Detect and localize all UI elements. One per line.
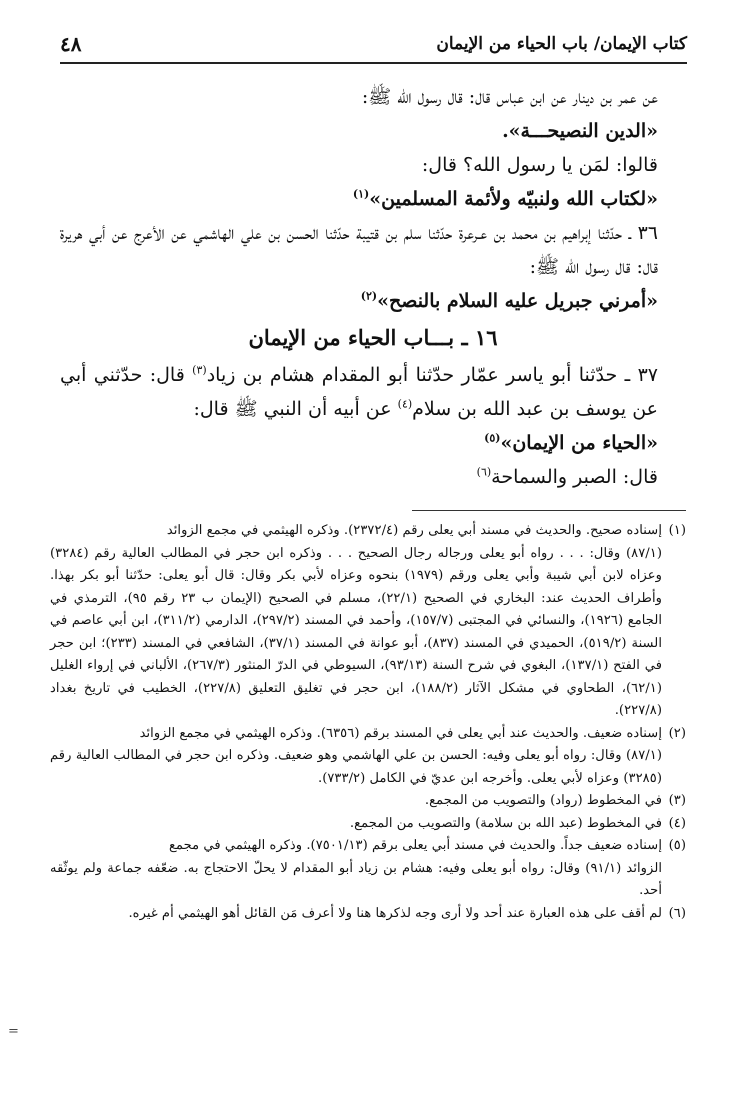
hadith-37-matn-text: «الحياء من الإيمان» <box>500 432 658 454</box>
footnote-3-number: (٣) <box>668 793 686 808</box>
hadith-37-comment-text: قال: الصبر والسماحة <box>491 466 658 488</box>
hadith-36-matn-text: «أمرني جبريل عليه السلام بالنصح» <box>377 290 658 312</box>
footnote-5-number: (٥) <box>668 838 686 853</box>
header-title: كتاب الإيمان/ باب الحياء من الإيمان <box>436 34 687 54</box>
footnote-3 <box>50 790 686 813</box>
footnote-4-text: في المخطوط (عبد الله بن سلامة) والتصويب من المجمع. <box>349 815 662 831</box>
footnote-1-rest: (٨٧/١) وقال: . . . رواه أبو يعلى ورجاله رجال الصحيح . . . وذكره ابن حجر في المطالب العالية رقم (٣٢٨٤) وعزاه لابن أبي شيبة وأبي يعلى ورقم (١٩٧٩) بنحوه وعزاه لأبي بكر وقال: قال أبو يعلى: حدّثنا أبو بكر بهذا. وأطراف الحديث عند: البخاري في الصحيح (٢٢/١)، مسلم في الصحيح (الإيمان ب ٢٣ رقم ٩٥)، الترمذي في الجامع (١٩٢٦)، والنسائي في المجتبى (١٥٧/٧)، وأحمد في المسند (٢٩٧/٢)، الدارمي (٣١١/٢)، ابن أبي عاصم في السنة (٥١٩/٢)، الحميدي في المسند (٨٣٧)، أبو عوانة في المسند (٣٧/١)، الشافعي في المسند (٢٣٣)؛ ابن حجر في الفتح (١٣٧/١)، البغوي في شرح السنة (٩٣/١٣)، السيوطي في الدرّ المنثور (٢٦٧/٣)، الألباني في إرواء الغليل (٦٢/١)، الطحاوي في مشكل الآثار (١٨٨/٢)، ابن حجر في تغليق التعليق (٢٢٧/٨)، الخطيب في تاريخ بغداد (٢٢٧/٨). <box>50 545 663 718</box>
hadith-35-answer-text: «لكتاب الله ولنبيّه ولأئمة المسلمين» <box>369 188 658 210</box>
hadith-37-isnad-part3: عن أبيه أن النبي ﷺ قال: <box>193 398 398 420</box>
footnote-4 <box>50 813 686 836</box>
hadith-37-isnad <box>60 358 686 426</box>
hadith-35-answer <box>60 182 686 216</box>
hadith-35-isnad: عن عمر بن دينار عن ابن عباس قال: قال رسول الله ﷺ: <box>361 86 658 108</box>
hadith-37-matn <box>60 426 686 460</box>
footnote-2-rest: (٨٧/١) وقال: رواه أبو يعلى وفيه: الحسن بن علي الهاشمي وهو ضعيف. وذكره ابن حجر في المطالب العالية رقم (٣٢٨٥) وعزاه لأبي يعلى. وأخرجه ابن عديّ في الكامل (٧٣٣/٢). <box>50 748 662 786</box>
footnote-1-line1: إسناده صحيح. والحديث في مسند أبي يعلى رقم (٢٣٧٢/٤). وذكره الهيثمي في مجمع الزوائد <box>166 523 662 538</box>
footnote-1 <box>50 520 686 723</box>
footnote-ref-6: (٦) <box>476 465 492 479</box>
footnote-5-rest: الزوائد (٩١/١) وقال: رواه أبو يعلى وفيه: هشام بن زياد أبو المقدام لا يحلّ الاحتجاج به. ضعّفه جماعة ولم يوثّقه أحد. <box>50 860 662 898</box>
footnote-ref-2: (٢) <box>360 289 378 303</box>
hadith-35-question: قالوا: لمَن يا رسول الله؟ قال: <box>421 154 658 176</box>
footnote-2 <box>50 723 686 791</box>
footnote-6-text: لم أقف على هذه العبارة عند أحد ولا أرى وجه لذكرها هنا ولا أعرف مَن القائل أهو الهيثمي أم غيره. <box>128 905 662 921</box>
footnote-3-text: في المخطوط (رواد) والتصويب من المجمع. <box>424 793 662 808</box>
footnote-1-number: (١) <box>668 523 686 538</box>
footnote-5-line1: إسناده ضعيف جداً. والحديث في مسند أبي يعلى برقم (٧٥٠١/١٣). وذكره الهيثمي في مجمع <box>169 838 662 853</box>
hadith-37-isnad-part2: قال: حدّثني أبي عن يوسف بن عبد الله بن سلام <box>60 364 658 420</box>
running-header <box>60 30 687 64</box>
footnote-ref-5: (٥) <box>484 431 501 445</box>
footnote-6 <box>50 903 686 926</box>
footnotes <box>50 520 686 925</box>
hadith-37-isnad-part1: ٣٧ ـ حدّثنا أبو ياسر عمّار حدّثنا أبو المقدام هشام بن زياد <box>206 364 658 386</box>
footnote-ref-3: (٣) <box>192 363 207 377</box>
footnote-4-number: (٤) <box>668 815 686 831</box>
footnote-ref-4: (٤) <box>397 397 413 411</box>
footnote-ref-1: (١) <box>352 187 370 201</box>
hadith-37-comment <box>60 460 686 494</box>
margin-mark: = <box>8 1024 19 1039</box>
footnote-2-number: (٢) <box>668 725 686 741</box>
footnote-separator <box>412 510 686 511</box>
hadith-36-isnad: ٣٦ ـ حدّثنا إبراهيم بن محمد بن عـرعرة حدّثنا سلم بن قتيبة حدّثنا الحسن بن علي الهاشمي عن الأعرج عن أبي هريرة قال: قال رسول الله ﷺ: <box>60 222 658 278</box>
hadith-36-matn <box>60 284 686 318</box>
chapter-heading: ١٦ ـ بـــاب الحياء من الإيمان <box>248 325 498 350</box>
footnote-2-line1: إسناده ضعيف. والحديث عند أبي يعلى في المسند برقم (٦٣٥٦). وذكره الهيثمي في مجمع الزوائد <box>139 725 662 741</box>
footnote-5 <box>50 835 686 903</box>
page-number: ٤٨ <box>60 32 82 56</box>
main-text <box>60 80 686 494</box>
hadith-35-matn: «الدين النصيحـــة». <box>502 120 658 142</box>
footnote-6-number: (٦) <box>668 905 686 921</box>
